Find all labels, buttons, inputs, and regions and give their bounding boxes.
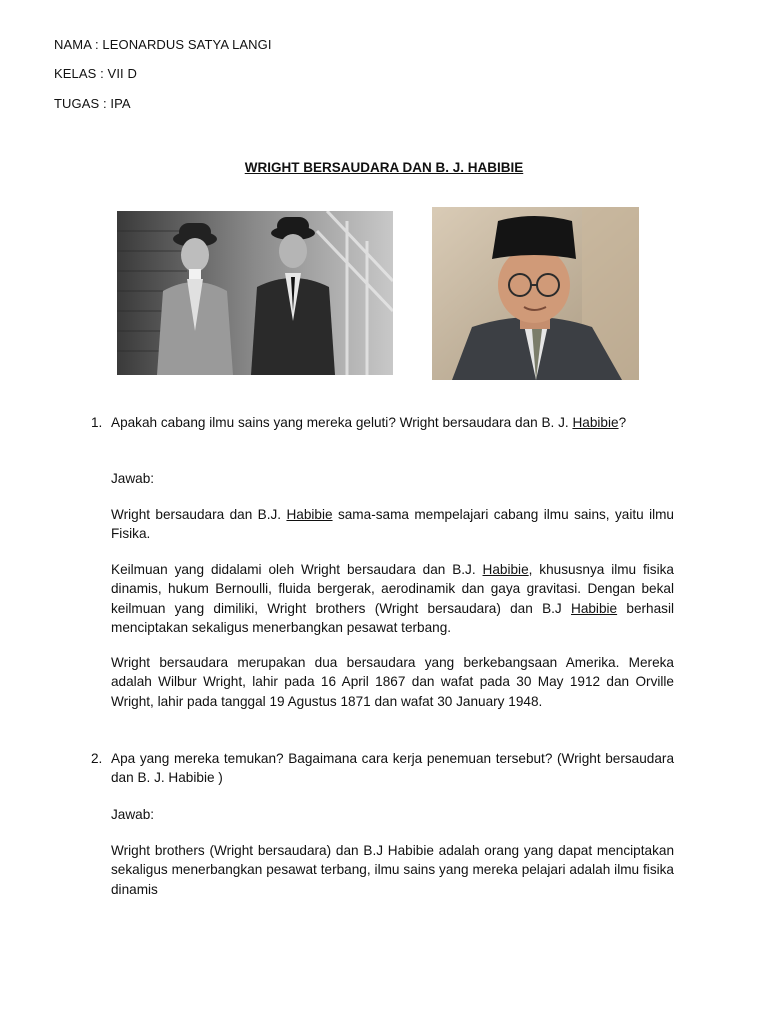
question-1-answer-paragraph-2 xyxy=(111,560,674,638)
habibie-photo xyxy=(432,207,639,380)
question-2-number: 2. xyxy=(91,751,103,766)
question-1-text-end: ? xyxy=(618,415,627,430)
answer-text: Wright bersaudara dan B.J. xyxy=(111,507,287,522)
question-1-answer-label: Jawab: xyxy=(111,471,155,486)
question-1-text xyxy=(111,413,674,432)
question-2-answer-paragraph-1: Wright brothers (Wright bersaudara) dan B.J Habibie adalah orang yang dapat menciptakan sekaligus menerbangkan pesawat terbang, ilmu sains yang mereka pelajari adalah ilmu fisika dinamis xyxy=(111,843,674,897)
answer-text: berhasil menciptakan sekaligus menerbangkan pesawat terbang. xyxy=(111,600,674,636)
question-2-text: Apa yang mereka temukan? Bagaimana cara kerja penemuan tersebut? (Wright bersaudara dan B. J. Habibie ) xyxy=(111,751,674,786)
habibie-link: Habibie xyxy=(571,600,618,616)
answer-text: sama-sama mempelajari cabang ilmu sains, yaitu ilmu Fisika. xyxy=(111,507,674,542)
answer-text: Keilmuan yang didalami oleh Wright bersaudara dan B.J. xyxy=(111,562,483,577)
document-title: WRIGHT BERSAUDARA DAN B. J. HABIBIE xyxy=(244,160,524,175)
student-name: NAMA : LEONARDUS SATYA LANGI xyxy=(54,37,272,52)
habibie-link: Habibie xyxy=(482,562,529,577)
habibie-link: Habibie xyxy=(572,415,619,430)
question-1-number: 1. xyxy=(91,415,103,430)
answer-text: , khususnya ilmu fisika dinamis, hukum Bernoulli, fluida bergerak, aerodinamik dan gaya gravitasi. Dengan bekal keilmuan yang dimiliki, Wright brothers (Wright bersaudara) dan B.J xyxy=(111,562,674,616)
question-2-answer-label: Jawab: xyxy=(111,807,155,822)
habibie-link: Habibie xyxy=(286,507,333,522)
question-1-text-part: Apakah cabang ilmu sains yang mereka geluti? Wright bersaudara dan B. J. xyxy=(111,415,573,430)
assignment-subject: TUGAS : IPA xyxy=(54,96,131,111)
question-1-answer-paragraph-3: Wright bersaudara merupakan dua bersaudara yang berkebangsaan Amerika. Mereka adalah Wilbur Wright, lahir pada 16 April 1867 dan wafat pada 30 May 1912 dan Orville Wright, lahir pada tanggal 19 Agustus 1871 dan wafat 30 January 1948. xyxy=(111,655,674,709)
question-1-answer-paragraph-1 xyxy=(111,505,674,544)
student-class: KELAS : VII D xyxy=(54,66,137,81)
wright-brothers-photo xyxy=(117,211,393,375)
